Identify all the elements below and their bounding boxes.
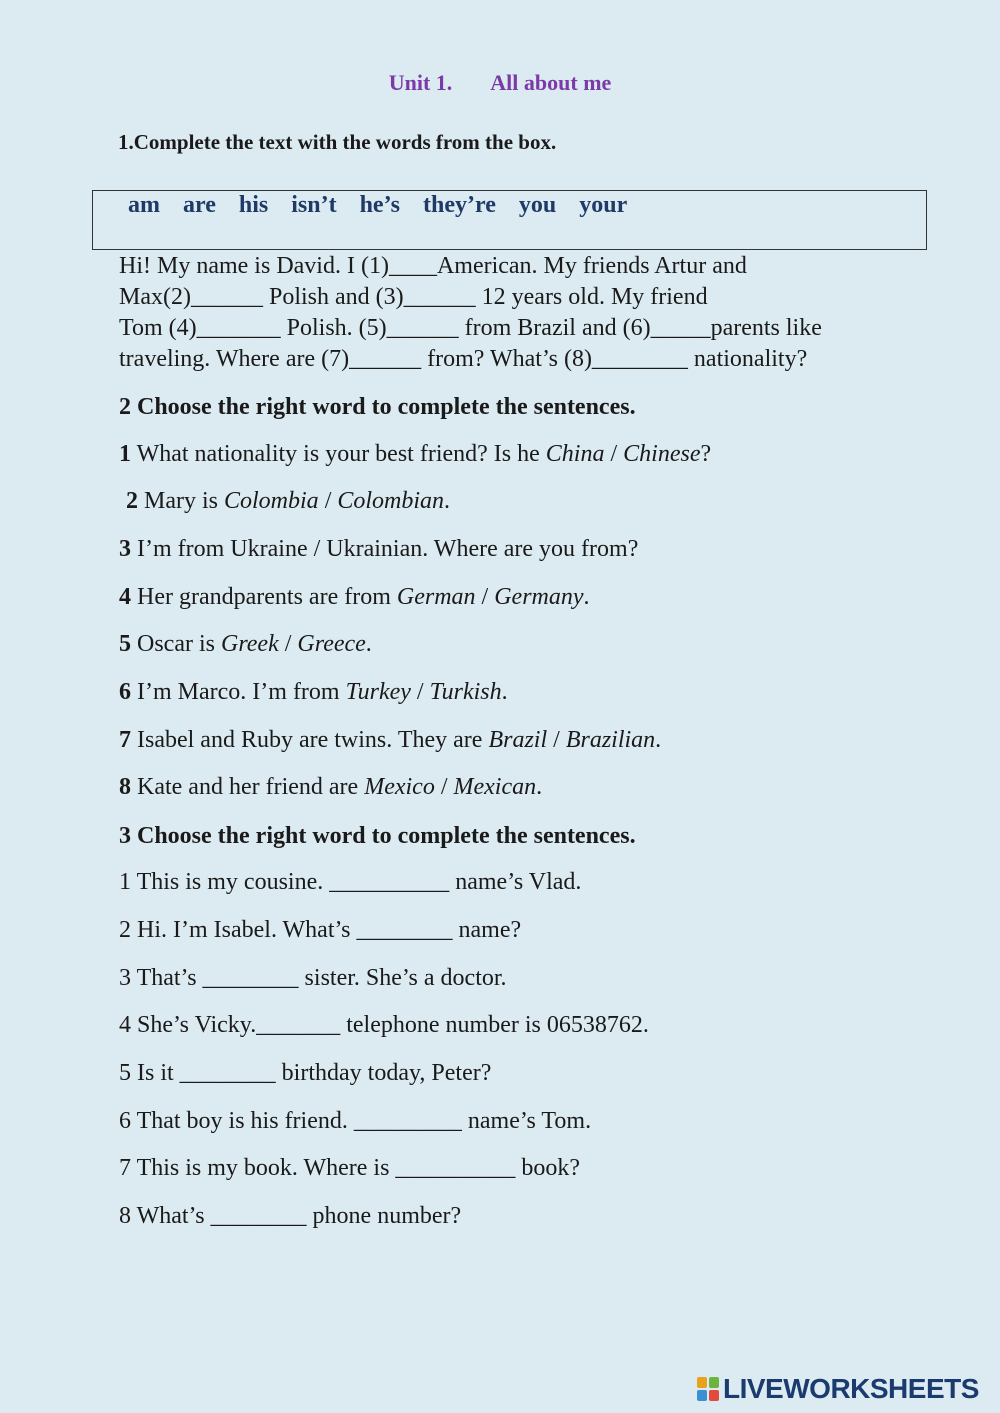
liveworksheets-logo-icon bbox=[697, 1377, 719, 1401]
exercise-2-item: 4 Her grandparents are from German / Germany. bbox=[119, 584, 590, 610]
exercise-3-item: 6 That boy is his friend. _________ name’s Tom. bbox=[119, 1108, 592, 1134]
logo-text: LIVEWORKSHEETS bbox=[723, 1373, 979, 1404]
exercise-1-instruction: 1.Complete the text with the words from the box. bbox=[118, 130, 557, 154]
word-you: you bbox=[518, 192, 557, 218]
exercise-3-item: 3 That’s ________ sister. She’s a doctor. bbox=[119, 965, 507, 991]
word-theyre: they’re bbox=[423, 192, 496, 218]
exercise-3-heading: 3 Choose the right word to complete the sentences. bbox=[119, 823, 636, 849]
exercise-2-item: 3 I’m from Ukraine / Ukrainian. Where are you from? bbox=[119, 536, 639, 562]
exercise-3-item: 1 This is my cousine. __________ name’s Vlad. bbox=[119, 869, 582, 895]
exercise-2-item: 2 Mary is Colombia / Colombian. bbox=[126, 488, 451, 514]
exercise-3-item: 4 She’s Vicky._______ telephone number is 06538762. bbox=[119, 1012, 649, 1038]
exercise-3-item: 2 Hi. I’m Isabel. What’s ________ name? bbox=[119, 917, 522, 943]
word-am: am bbox=[128, 192, 160, 218]
word-his: his bbox=[238, 192, 269, 218]
word-isnt: isn’t bbox=[291, 192, 337, 218]
exercise-3-item: 7 This is my book. Where is __________ book? bbox=[119, 1155, 581, 1181]
exercise-2-item: 5 Oscar is Greek / Greece. bbox=[119, 631, 372, 657]
exercise-1-text-line: traveling. Where are (7)______ from? What’s (8)________ nationality? bbox=[119, 346, 808, 372]
unit-label: Unit 1. bbox=[388, 70, 453, 95]
exercise-2-item: 1 What nationality is your best friend? Is he China / Chinese? bbox=[119, 441, 712, 467]
unit-topic: All about me bbox=[490, 70, 612, 95]
exercise-1-text-line: Max(2)______ Polish and (3)______ 12 years old. My friend bbox=[119, 284, 708, 310]
exercise-1-text-line: Tom (4)_______ Polish. (5)______ from Brazil and (6)_____parents like bbox=[119, 315, 822, 341]
word-are: are bbox=[183, 192, 216, 218]
exercise-2-item: 6 I’m Marco. I’m from Turkey / Turkish. bbox=[119, 679, 508, 705]
word-hes: he’s bbox=[359, 192, 401, 218]
page-title bbox=[0, 70, 1000, 96]
word-your: your bbox=[579, 192, 628, 218]
exercise-1-text-line: Hi! My name is David. I (1)____American. My friends Artur and bbox=[119, 253, 747, 279]
exercise-3-item: 5 Is it ________ birthday today, Peter? bbox=[119, 1060, 492, 1086]
exercise-2-item: 8 Kate and her friend are Mexico / Mexican. bbox=[119, 774, 543, 800]
exercise-3-item: 8 What’s ________ phone number? bbox=[119, 1203, 462, 1229]
liveworksheets-logo[interactable] bbox=[697, 1374, 979, 1404]
exercise-2-heading: 2 Choose the right word to complete the sentences. bbox=[119, 394, 636, 420]
exercise-2-item: 7 Isabel and Ruby are twins. They are Brazil / Brazilian. bbox=[119, 727, 662, 753]
word-bank bbox=[128, 192, 650, 219]
